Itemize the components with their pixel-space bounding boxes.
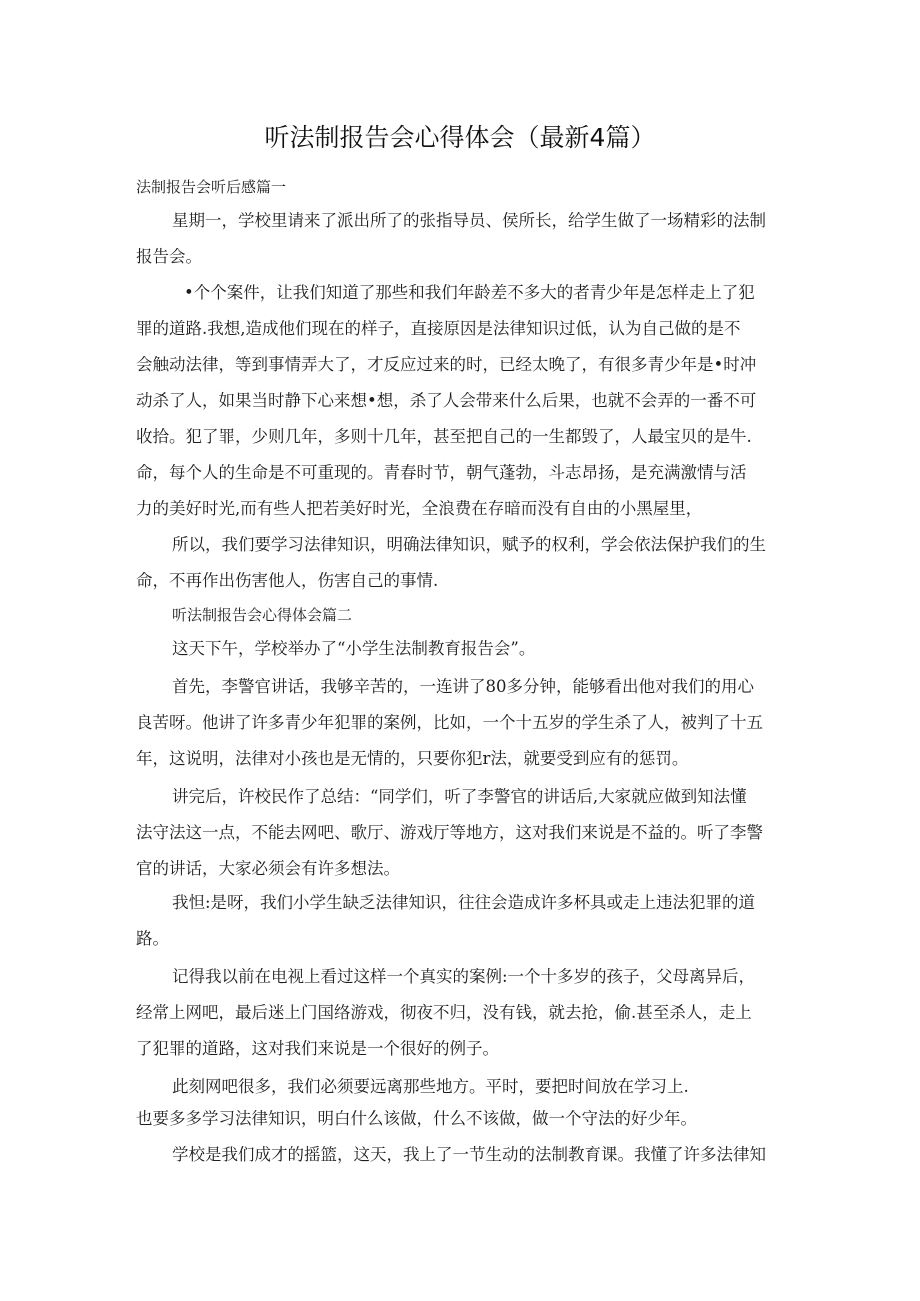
paragraph-line: 记得我以前在电视上看过这样一个真实的案例:一个十多岁的孩子，父母离异后，	[172, 967, 756, 986]
paragraph-line: 了犯罪的道路，这对我们来说是一个很好的例子。	[136, 1039, 499, 1058]
document-title: 听法制报告会心得体会（最新4篇）	[264, 123, 656, 152]
section-heading-2: 听法制报告会心得体会篇二	[172, 606, 353, 624]
paragraph-line: 经常上网吧，最后迷上门国络游戏，彻夜不归，没有钱，就去抢，偷.甚至杀人，走上	[136, 1003, 752, 1022]
paragraph-line: 路。	[136, 929, 169, 948]
paragraph-line: 这天下午，学校举办了“小学生法制教育报告会”。	[172, 639, 536, 658]
paragraph-line: 此刻网吧很多，我们必须要远离那些地方。平时，要把时间放在学习上.	[172, 1077, 689, 1096]
paragraph-line: 命，不再作出伤害他人，伤害自己的事情.	[136, 571, 439, 590]
paragraph-line: 学校是我们成才的摇篮，这天，我上了一节生动的法制教育课。我懂了许多法律知	[172, 1145, 766, 1164]
paragraph-line: 年，这说明，法律对小孩也是无情的，只要你犯r法，就要受到应有的惩罚。	[136, 749, 689, 768]
paragraph-line: 星期一，学校里请来了派出所了的张指导员、侯所长，给学生做了一场精彩的法制	[172, 211, 766, 230]
paragraph-line: 报告会。	[136, 247, 202, 266]
paragraph-line: 命，每个人的生命是不可重现的。青春时节，朝气蓬勃，斗志昂扬，是充满激情与活	[136, 463, 747, 482]
paragraph-line: 法守法这一点，不能去网吧、歌厅、游戏厅等地方，这对我们来说是不益的。听了李警	[136, 823, 763, 842]
paragraph-line: 良苦呀。他讲了许多青少年犯罪的案例，比如，一个十五岁的学生杀了人，被判了十五	[136, 713, 763, 732]
paragraph-line: 所以，我们要学习法律知识，明确法律知识，赋予的权利，学会依法保护我们的生	[172, 535, 766, 554]
paragraph-line: 我怛:是呀，我们小学生缺乏法律知识，往往会造成许多杯具或走上违法犯罪的道	[172, 893, 756, 912]
paragraph-line: 力的美好时光,而有些人把若美好时光，全浪费在存暗而没有自由的小黑屋里，	[136, 499, 703, 518]
paragraph-line: 首先，李警官讲话，我够辛苦的，一连讲了80多分钟，能够看出他对我们的用心	[172, 677, 754, 696]
section-heading-1: 法制报告会听后感篇一	[136, 178, 287, 196]
paragraph-line: 讲完后，许校民作了总结：“同学们，听了李警官的讲话后,大家就应做到知法懂	[172, 787, 747, 806]
paragraph-line: 收拾。犯了罪，少则几年，多则十几年，甚至把自己的一生都毁了，人最宝贝的是牛.	[136, 427, 752, 446]
paragraph-line: •个个案件，让我们知道了那些和我们年龄差不多大的者青少年是怎样走上了犯	[184, 283, 755, 302]
paragraph-line: 动杀了人，如果当时静下心来想•想，杀了人会带来什么后果，也就不会弄的一番不可	[136, 391, 757, 410]
paragraph-line: 会触动法律，等到事情弄大了，才反应过来的时，已经太晚了，有很多青少年是•时冲	[136, 355, 757, 374]
paragraph-line: 官的讲话，大家必须会有许多想法。	[136, 859, 400, 878]
paragraph-line: 也要多多学习法律知识，明白什么该做，什么不该做，做一个守法的好少年。	[136, 1109, 697, 1128]
paragraph-line: 罪的道路.我想,造成他们现在的样子，直接原因是法律知识过低，认为自己做的是不	[136, 319, 741, 338]
